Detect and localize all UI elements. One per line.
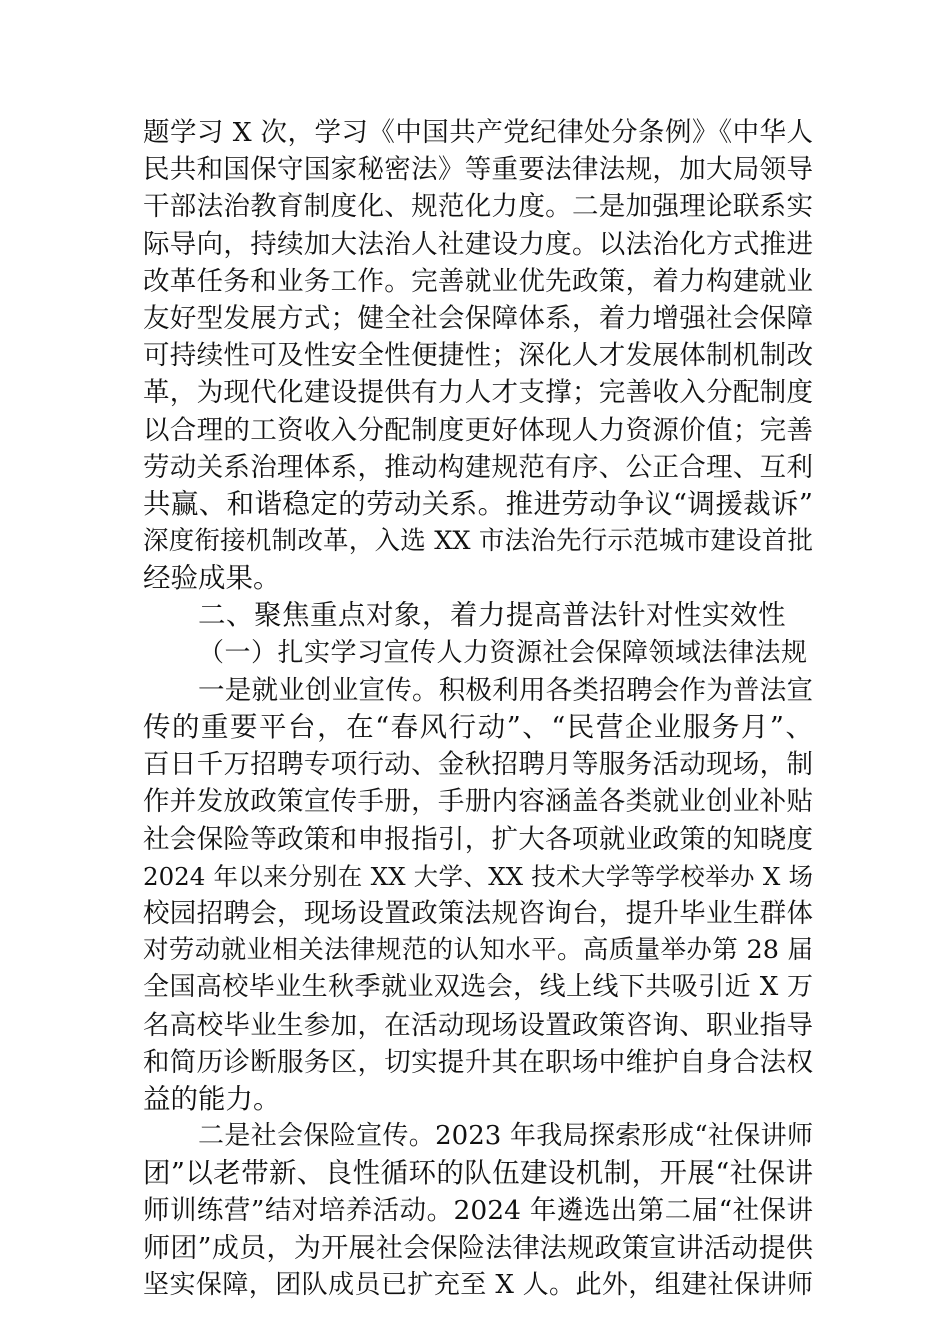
paragraph-line: 名高校毕业生参加，在活动现场设置政策咨询、职业指导	[143, 1009, 813, 1041]
paragraph-line: 团”以老带新、良性循环的队伍建设机制，开展“社保讲	[143, 1157, 813, 1190]
paragraph-line: 干部法治教育制度化、规范化力度。二是加强理论联系实	[143, 191, 813, 223]
paragraph-line: 益的能力。	[143, 1082, 281, 1115]
document-body	[143, 114, 813, 1304]
paragraph-line: 2024 年以来分别在 XX 大学、XX 技术大学等学校举办 X 场	[143, 861, 813, 891]
paragraph-line: 和简历诊断服务区，切实提升其在职场中维护自身合法权	[143, 1046, 813, 1078]
paragraph-line: 深度衔接机制改革，入选 XX 市法治先行示范城市建设首批	[143, 526, 813, 557]
paragraph-line: 以合理的工资收入分配制度更好体现人力资源价值；完善	[143, 414, 813, 446]
paragraph-line: 坚实保障，团队成员已扩充至 X 人。此外，组建社保讲师	[143, 1269, 813, 1300]
paragraph-line: 百日千万招聘专项行动、金秋招聘月等服务活动现场，制	[143, 749, 813, 781]
paragraph-line: 可持续性可及性安全性便捷性；深化人才发展体制机制改	[143, 340, 813, 372]
paragraph-line: 劳动关系治理体系，推动构建规范有序、公正合理、互利	[143, 451, 813, 483]
paragraph-line: 经验成果。	[143, 562, 281, 595]
paragraph-line: 校园招聘会，现场设置政策法规咨询台，提升毕业生群体	[143, 897, 813, 929]
paragraph-line: 社会保险等政策和申报指引，扩大各项就业政策的知晓度	[143, 823, 813, 855]
paragraph-line: 革，为现代化建设提供有力人才支撑；完善收入分配制度	[143, 377, 813, 409]
section-heading: 二、聚焦重点对象，着力提高普法针对性实效性	[198, 599, 786, 632]
paragraph-line: 传的重要平台，在“春风行动”、“民营企业服务月”、	[143, 711, 813, 743]
paragraph-line: 友好型发展方式；健全社会保障体系，着力增强社会保障	[143, 302, 813, 334]
paragraph-line: 师训练营”结对培养活动。2024 年遴选出第二届“社保讲	[143, 1195, 813, 1227]
section-heading: （一）扎实学习宣传人力资源社会保障领域法律法规	[198, 637, 808, 668]
paragraph-line: 一是就业创业宣传。积极利用各类招聘会作为普法宣	[198, 674, 813, 706]
paragraph-line: 师团”成员，为开展社会保险法律法规政策宣讲活动提供	[143, 1232, 813, 1264]
paragraph-line: 对劳动就业相关法律规范的认知水平。高质量举办第 28 届	[143, 935, 813, 966]
paragraph-line: 民共和国保守国家秘密法》等重要法律法规，加大局领导	[143, 154, 813, 186]
paragraph-line: 改革任务和业务工作。完善就业优先政策，着力构建就业	[143, 265, 813, 297]
paragraph-line: 作并发放政策宣传手册，手册内容涵盖各类就业创业补贴	[143, 786, 813, 818]
paragraph-line: 二是社会保险宣传。2023 年我局探索形成“社保讲师	[198, 1121, 813, 1152]
paragraph-line: 题学习 X 次，学习《中国共产党纪律处分条例》《中华人	[143, 117, 813, 148]
paragraph-line: 际导向，持续加大法治人社建设力度。以法治化方式推进	[143, 228, 813, 260]
paragraph-line: 共赢、和谐稳定的劳动关系。推进劳动争议“调援裁诉”	[143, 487, 813, 520]
paragraph-line: 全国高校毕业生秋季就业双选会，线上线下共吸引近 X 万	[143, 972, 813, 1003]
